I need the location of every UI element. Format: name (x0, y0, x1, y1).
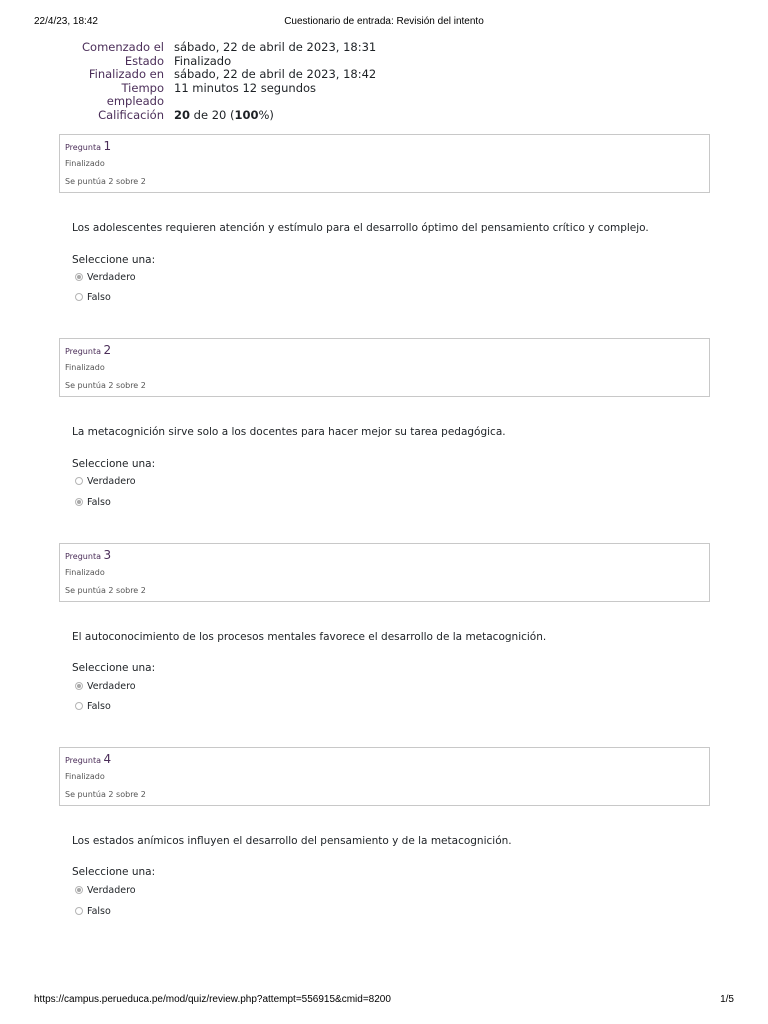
print-header (34, 16, 734, 30)
radio-empty-icon[interactable] (75, 477, 83, 485)
attempt-summary (60, 41, 700, 122)
question-state: Finalizado (65, 363, 105, 372)
question-grade: Se puntúa 2 sobre 2 (65, 177, 146, 186)
time-label (60, 82, 174, 109)
summary-row-state (60, 55, 700, 69)
option-label: Verdadero (87, 475, 136, 487)
question-label: Pregunta (65, 143, 101, 152)
question-info-2 (59, 338, 710, 397)
question-num: 3 (103, 548, 112, 562)
option-false-q2[interactable] (75, 495, 111, 509)
select-prompt-4: Seleccione una: (72, 866, 156, 878)
select-prompt-3: Seleccione una: (72, 662, 156, 674)
started-label: Comenzado el (82, 40, 164, 54)
select-prompt-2: Seleccione una: (72, 458, 156, 470)
grade-percent: 100 (234, 107, 259, 122)
print-page-title: Cuestionario de entrada: Revisión del intento (284, 16, 484, 27)
option-true-q3[interactable] (75, 679, 136, 693)
question-text-1: Los adolescentes requieren atención y estímulo para el desarrollo óptimo del pensamiento crítico y complejo. (72, 222, 649, 234)
option-label: Falso (87, 496, 111, 508)
option-label: Verdadero (87, 271, 136, 283)
finished-label: Finalizado en (88, 67, 164, 81)
question-number (65, 752, 111, 766)
option-true-q2[interactable] (75, 474, 136, 488)
radio-selected-icon[interactable] (75, 886, 83, 894)
question-label: Pregunta (65, 347, 101, 356)
option-label: Verdadero (87, 884, 136, 896)
question-num: 2 (103, 343, 112, 357)
question-info-4 (59, 747, 710, 806)
question-number (65, 343, 111, 357)
print-url: https://campus.perueduca.pe/mod/quiz/review.php?attempt=556915&cmid=8200 (34, 994, 391, 1005)
print-datetime: 22/4/23, 18:42 (34, 16, 98, 27)
question-state: Finalizado (65, 568, 105, 577)
question-grade: Se puntúa 2 sobre 2 (65, 790, 146, 799)
question-num: 4 (103, 752, 112, 766)
grade-mid: de 20 ( (190, 107, 235, 122)
option-label: Falso (87, 700, 111, 712)
question-state: Finalizado (65, 772, 105, 781)
started-value: sábado, 22 de abril de 2023, 18:31 (174, 40, 377, 54)
radio-empty-icon[interactable] (75, 293, 83, 301)
option-false-q4[interactable] (75, 904, 111, 918)
option-true-q4[interactable] (75, 883, 136, 897)
question-label: Pregunta (65, 552, 101, 561)
print-footer (34, 994, 734, 1008)
radio-selected-icon[interactable] (75, 682, 83, 690)
question-label: Pregunta (65, 756, 101, 765)
question-text-4: Los estados anímicos influyen el desarrollo del pensamiento y de la metacognición. (72, 835, 512, 847)
question-number (65, 548, 111, 562)
option-false-q1[interactable] (75, 290, 111, 304)
question-info-3 (59, 543, 710, 602)
radio-empty-icon[interactable] (75, 702, 83, 710)
page-counter: 1/5 (720, 994, 734, 1005)
grade-end: %) (258, 107, 274, 122)
radio-selected-icon[interactable] (75, 498, 83, 506)
radio-empty-icon[interactable] (75, 907, 83, 915)
question-info-1 (59, 134, 710, 193)
time-label-line1: Tiempo (121, 80, 164, 95)
summary-row-finished (60, 68, 700, 82)
radio-selected-icon[interactable] (75, 273, 83, 281)
time-label-line2: empleado (106, 94, 164, 108)
option-true-q1[interactable] (75, 270, 136, 284)
grade-label: Calificación (98, 107, 164, 122)
state-value: Finalizado (174, 53, 232, 68)
option-label: Verdadero (87, 680, 136, 692)
question-number (65, 139, 111, 153)
option-label: Falso (87, 905, 111, 917)
summary-row-time (60, 82, 700, 109)
summary-row-started (60, 41, 700, 55)
question-grade: Se puntúa 2 sobre 2 (65, 586, 146, 595)
question-state: Finalizado (65, 159, 105, 168)
question-grade: Se puntúa 2 sobre 2 (65, 381, 146, 390)
grade-score: 20 (174, 107, 191, 122)
question-num: 1 (103, 139, 112, 153)
finished-value: sábado, 22 de abril de 2023, 18:42 (174, 67, 377, 81)
select-prompt-1: Seleccione una: (72, 254, 156, 266)
grade-value (174, 109, 274, 123)
question-text-2: La metacognición sirve solo a los docentes para hacer mejor su tarea pedagógica. (72, 426, 506, 438)
summary-row-grade (60, 109, 700, 123)
state-label: Estado (124, 53, 164, 68)
option-false-q3[interactable] (75, 699, 111, 713)
option-label: Falso (87, 291, 111, 303)
question-text-3: El autoconocimiento de los procesos mentales favorece el desarrollo de la metacognición. (72, 631, 547, 643)
time-value: 11 minutos 12 segundos (174, 80, 317, 95)
